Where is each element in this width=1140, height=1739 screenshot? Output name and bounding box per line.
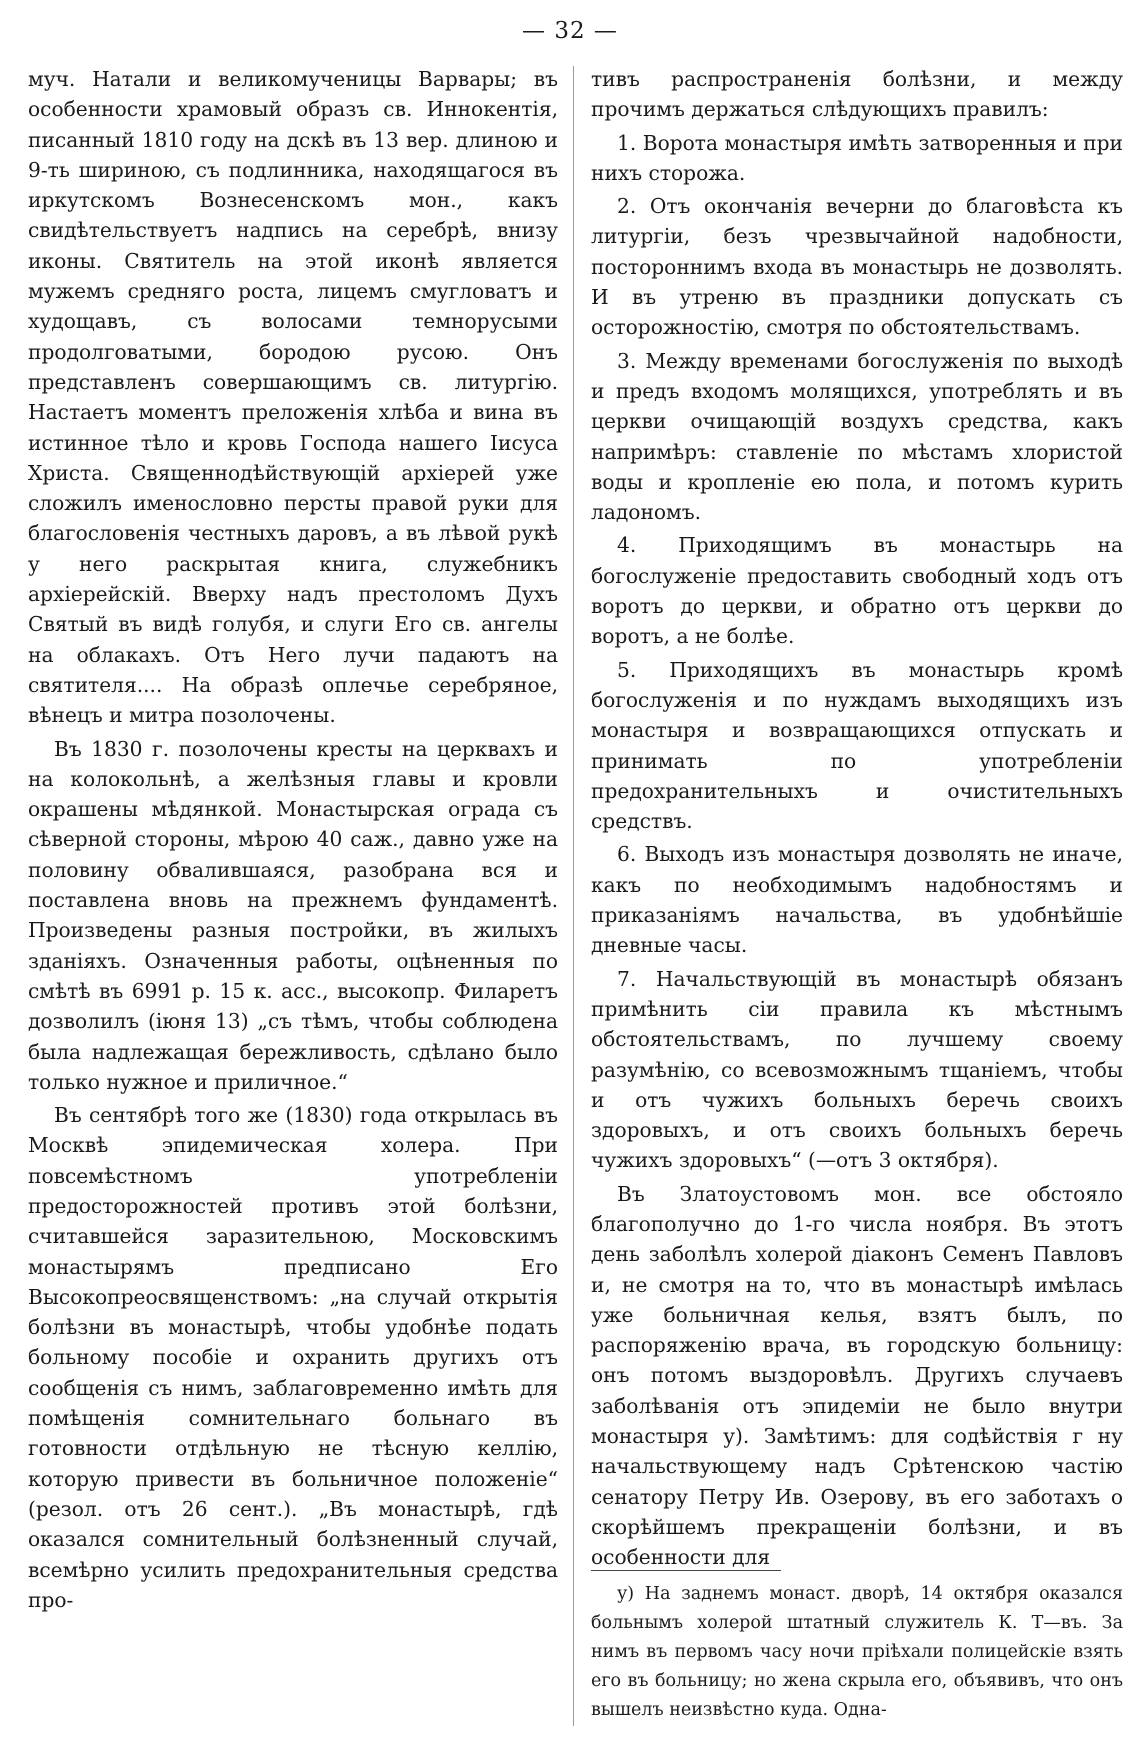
right-paragraph-1: тивъ распространенія болѣзни, и между прочимъ держаться слѣдующихъ правилъ: xyxy=(591,67,1123,122)
rule-3: 3. Между временами богослуженія по выходѣ и предъ входомъ молящихся, употреблять и въ церкви очищающій воздухъ средства, какъ напримѣръ: ставленіе по мѣстамъ хлористой воды и кропленіе ею пола, и потомъ курить ладономъ. xyxy=(591,348,1123,525)
rule-1: 1. Ворота монастыря имѣть затворенныя и при нихъ сторожа. xyxy=(591,130,1123,185)
rule-7: 7. Начальствующій въ монастырѣ обязанъ примѣнить сіи правила къ мѣстнымъ обстоятельствамъ, по лучшему своему разумѣнію, со всевозможнымъ тщаніемъ, чтобы и отъ чужихъ больныхъ беречь своихъ здоровыхъ, и отъ своихъ больныхъ беречь чужихъ здоровыхъ“ (—отъ 3 октября). xyxy=(591,966,1123,1173)
footnote: у) На заднемъ монаст. дворѣ, 14 октября оказался больнымъ холерой штатный служитель К. Т—въ. За нимъ въ первомъ часу ночи пріѣхали полицейскіе взять его въ больницу; но жена скрыла его, объявивъ, что онъ вышелъ неизвѣстно куда. Одна- xyxy=(591,1584,1123,1720)
column-divider xyxy=(573,66,574,1726)
left-paragraph-2: Въ 1830 г. позолочены кресты на церквахъ и на колокольнѣ, а желѣзныя главы и кровли окрашены мѣдянкой. Монастырская ограда съ сѣверной стороны, мѣрою 40 саж., давно уже на половину обвалившаяся, разобрана вся и поставлена вновь на прежнемъ фундаментѣ. Произведены разныя постройки, въ жилыхъ зданіяхъ. Означенныя работы, оцѣненныя по смѣтѣ въ 6991 р. 15 к. асс., высокопр. Филаретъ дозволилъ (іюня 13) „съ тѣмъ, чтобы соблюдена была надлежащая бережливость, сдѣлано было только нужное и приличное.“ xyxy=(28,736,558,1094)
rule-4: 4. Приходящимъ въ монастырь на богослуженіе предоставить свободный ходъ отъ воротъ до церкви, и обратно отъ церкви до воротъ, а не болѣе. xyxy=(591,533,1123,649)
rule-6: 6. Выходъ изъ монастыря дозволять не иначе, какъ по необходимымъ надобностямъ и приказаніямъ начальства, въ удобнѣйшіе дневные часы. xyxy=(591,842,1123,958)
right-paragraph-zlatoust: Въ Златоустовомъ мон. все обстояло благополучно до 1-го числа ноября. Въ этотъ день заболѣлъ холерой діаконъ Семенъ Павловъ и, не смотря на то, что въ монастырѣ имѣлась уже больничная келья, взятъ былъ, по распоряженію врача, въ городскую больницу: онъ потомъ выздоровѣлъ. Другихъ случаевъ заболѣванія отъ эпидеміи не было внутри монастыря у). Замѣтимъ: для содѣйствія г ну начальствующему надъ Срѣтенскою частію сенатору Петру Ив. Озерову, въ его заботахъ о скорѣйшемъ прекращеніи болѣзни, и въ особенности для xyxy=(591,1181,1123,1570)
right-column xyxy=(591,64,1123,1573)
left-paragraph-1: муч. Натали и великомученицы Варвары; въ особенности храмовый образъ св. Иннокентія, писанный 1810 году на дскѣ въ 13 вер. длиною и 9-ть шириною, съ подлинника, находящагося въ иркутскомъ Вознесенскомъ мон., какъ свидѣтельствуетъ надпись на серебрѣ, внизу иконы. Святитель на этой иконѣ является мужемъ средняго роста, лицемъ смугловатъ и худощавъ, съ волосами темнорусыми продолговатыми, бородою русою. Онъ представленъ совершающимъ св. литургію. Настаетъ моментъ преложенія хлѣба и вина въ истинное тѣло и кровь Господа нашего Іисуса Христа. Священнодѣйствующій архіерей уже сложилъ именословно персты правой руки для благословенія честныхъ даровъ, а въ лѣвой рукѣ у него раскрытая книга, служебникъ архіерейскій. Вверху надъ престоломъ Духъ Святый въ видѣ голубя, и слуги Его св. ангелы на облакахъ. Отъ Него лучи падаютъ на святителя.... На образѣ оплечье серебряное, вѣнецъ и митра позолочены. xyxy=(28,67,558,728)
left-column xyxy=(28,64,558,1615)
page-number: — 32 — xyxy=(522,18,618,44)
footnote-rule xyxy=(591,1570,781,1571)
rule-5: 5. Приходящихъ въ монастырь кромѣ богослуженія и по нуждамъ выходящихъ изъ монастыря и возвращающихся отпускать и принимать по употребленіи предохранительныхъ и очистительныхъ средствъ. xyxy=(591,657,1123,834)
rule-2: 2. Отъ окончанія вечерни до благовѣста къ литургіи, безъ чрезвычайной надобности, постороннимъ входа въ монастырь не дозволять. И въ утреню въ праздники допускать съ осторожностію, смотря по обстоятельствамъ. xyxy=(591,194,1123,340)
left-paragraph-3: Въ сентябрѣ того же (1830) года открылась въ Москвѣ эпидемическая холера. При повсемѣстномъ употребленіи предосторожностей противъ этой болѣзни, считавшейся заразительною, Московскимъ монастырямъ предписано Его Высокопреосвященствомъ: „на случай открытія болѣзни въ монастырѣ, чтобы удобнѣе подать больному пособіе и охранить другихъ отъ сообщенія съ нимъ, заблаговременно имѣть для помѣщенія сомнительнаго больнаго въ готовности отдѣльную не тѣсную келлію, которую привести въ больничное положеніе“ (резол. отъ 26 сент.). „Въ монастырѣ, гдѣ оказался сомнительный болѣзненный случай, всемѣрно усилить предохранительныя средства про- xyxy=(28,1103,558,1612)
